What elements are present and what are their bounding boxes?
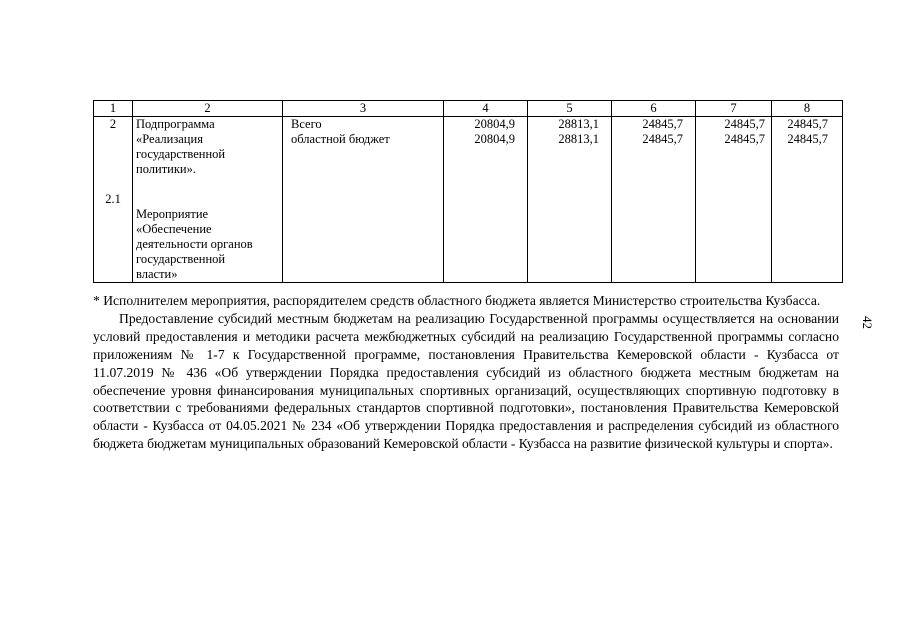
paragraph-line: Государственной программы согласно приложениям № 1-7 к Государственной программе, постановления: [93, 328, 840, 362]
row-number-sub: 2.1: [105, 192, 121, 206]
row-number-main: 2: [109, 117, 117, 131]
value-total: 20804,9: [474, 117, 515, 131]
paragraph-line: Правительства Кемеровской области - Кузбасса от 11.07.2019 № 436 «Об утверждении Порядка предоставления: [93, 346, 839, 380]
value-total: 24845,7: [724, 117, 765, 131]
footnote-line: * Исполнителем мероприятия, распорядителем средств областного бюджета является Министерство: [93, 293, 677, 308]
paragraph-line: Предоставление субсидий местным бюджетам на реализацию Государственной программы осуществляется на: [119, 310, 773, 326]
notes-text: [93, 292, 839, 453]
page-number: 42: [860, 316, 875, 329]
program-name-line: «Реализация: [136, 132, 203, 146]
column-header: 8: [772, 101, 843, 117]
funding-source-regional: областной бюджет: [291, 132, 390, 146]
program-name-cell: [133, 117, 283, 283]
activity-name-line: «Обеспечение: [136, 222, 212, 236]
column-header: 6: [612, 101, 696, 117]
paragraph-line: основании условий предоставления и методики расчета межбюджетных субсидий на реализацию: [93, 310, 840, 344]
budget-table: [93, 100, 843, 283]
footnote: [93, 292, 839, 310]
column-header: 4: [444, 101, 528, 117]
paragraph-line: стандартов спортивной подготовки», постановления Правительства Кемеровской области - Кузбасса от 04.05.2021: [93, 400, 839, 434]
paragraph-line: муниципальных образований Кемеровской области - Кузбасса на развитие физической культуры и спорта».: [209, 436, 833, 452]
paragraph-line: спортивных организаций, осуществляющих спортивную подготовку в соответствии с требованиями федеральных: [93, 382, 839, 416]
program-name-line: политики».: [136, 162, 196, 176]
column-header: 5: [528, 101, 612, 117]
value-regional: 24845,7: [724, 132, 765, 146]
column-header: 3: [283, 101, 444, 117]
table-row: [94, 117, 843, 283]
activity-name-line: государственной: [136, 252, 226, 266]
footnote-line: строительства Кузбасса.: [679, 293, 821, 308]
value-total: 24845,7: [642, 117, 683, 131]
program-name-line: Подпрограмма: [136, 117, 215, 131]
subsidy-paragraph: [93, 310, 839, 453]
paragraph-line: № 234 «Об утверждении Порядка предоставления и распределения субсидий из областного бюджета бюджетам: [93, 418, 839, 452]
value-regional: 24845,7: [642, 132, 683, 146]
value-cell-year-2: [528, 117, 612, 283]
value-cell-year-1: [444, 117, 528, 283]
column-header: 2: [133, 101, 283, 117]
paragraph-line: субсидий из областного бюджета местным бюджетам на обеспечение уровня финансирования муниципальных: [93, 364, 839, 398]
value-regional: 28813,1: [558, 132, 599, 146]
value-cell-year-3: [612, 117, 696, 283]
funding-source-total: Всего: [291, 117, 322, 131]
activity-name-line: власти»: [136, 267, 178, 281]
value-regional: 20804,9: [474, 132, 515, 146]
value-total: 24845,7: [787, 117, 828, 131]
program-name-line: государственной: [136, 147, 226, 161]
table-header-row: [94, 101, 843, 117]
value-cell-year-4: [696, 117, 772, 283]
activity-name-line: деятельности органов: [136, 237, 253, 251]
row-number-cell: [94, 117, 133, 283]
column-header: 7: [696, 101, 772, 117]
activity-name-line: Мероприятие: [136, 207, 209, 221]
column-header: 1: [94, 101, 133, 117]
funding-source-cell: [283, 117, 444, 283]
value-total: 28813,1: [558, 117, 599, 131]
value-cell-year-5: [772, 117, 843, 283]
value-regional: 24845,7: [787, 132, 828, 146]
